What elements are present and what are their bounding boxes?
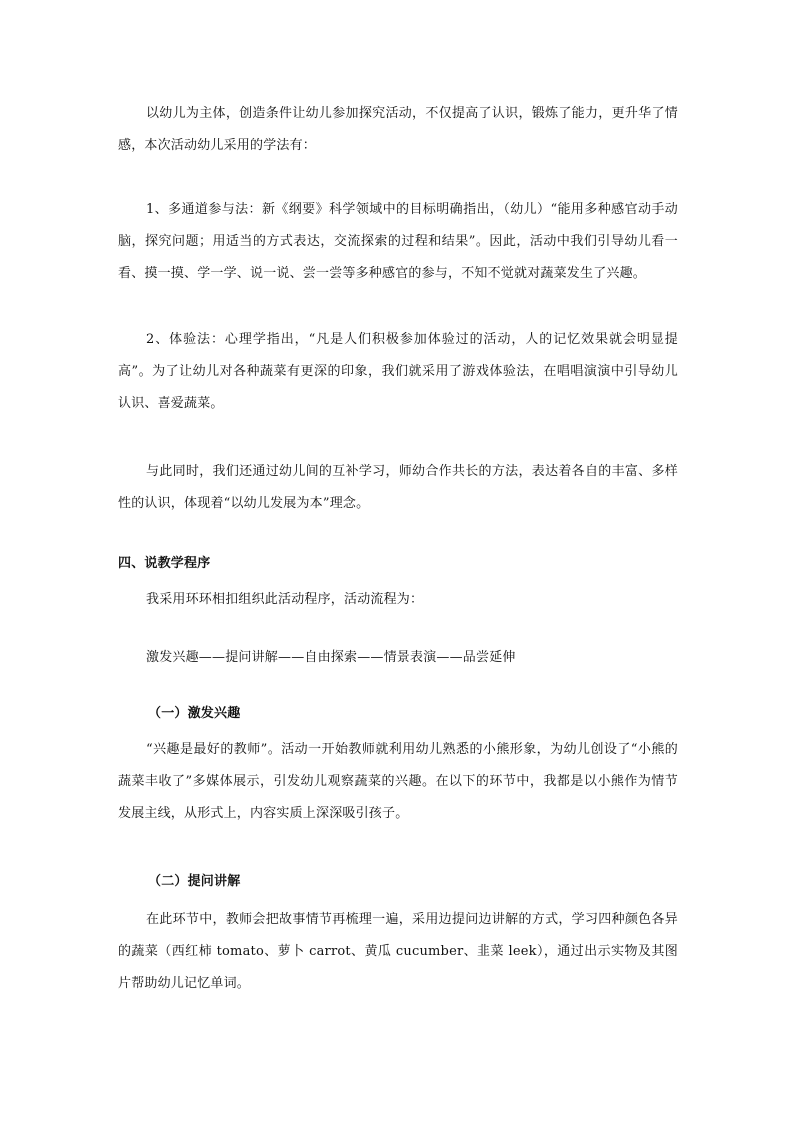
program-intro: 我采用环环相扣组织此活动程序，活动流程为： [146,592,424,607]
part1-text: “兴趣是最好的教师”。活动一开始教师就利用幼儿熟悉的小熊形象，为幼儿创设了“小熊的蔬菜丰收了”多媒体展示，引发幼儿观察蔬菜的兴趣。在以下的环节中，我都是以小熊作为情节发展主线，从形式上，内容实质上深深吸引孩子。 [118,742,678,821]
paragraph-experience-method: 2、体验法：心理学指出，“凡是人们积极参加体验过的活动，人的记忆效果就会明显提高”。为了让幼儿对各种蔬菜有更深的印象，我们就采用了游戏体验法，在唱唱演演中引导幼儿认识、喜爱蔬菜。 [118,332,678,411]
part1-title: （一）激发兴趣 [148,706,241,721]
part2-text: 在此环节中，教师会把故事情节再梳理一遍，采用边提问边讲解的方式，学习四种颜色各异的蔬菜（西红柿 tomato、萝卜 carrot、黄瓜 cucumber、韭菜 leek），通过出示实物及其图片帮助幼儿记忆单词。 [118,912,678,991]
paragraph-multichannel-method: 1、多通道参与法：新《纲要》科学领域中的目标明确指出，（幼儿）“能用多种感官动手动脑，探究问题；用适当的方式表达，交流探索的过程和结果”。因此，活动中我们引导幼儿看一看、摸一摸、学一学、说一说、尝一尝等多种感官的参与，不知不觉就对蔬菜发生了兴趣。 [118,202,678,281]
paragraph-learning-methods: 以幼儿为主体，创造条件让幼儿参加探究活动，不仅提高了认识，锻炼了能力，更升华了情感，本次活动幼儿采用的学法有： [118,106,678,153]
activity-flow: 激发兴趣——提问讲解——自由探索——情景表演——品尝延伸 [146,650,516,665]
paragraph-mutual-learning: 与此同时，我们还通过幼儿间的互补学习，师幼合作共长的方法，表达着各自的丰富、多样性的认识，体现着“以幼儿发展为本”理念。 [118,464,678,511]
part2-title: （二）提问讲解 [148,874,241,889]
section-title: 四、说教学程序 [118,556,211,571]
